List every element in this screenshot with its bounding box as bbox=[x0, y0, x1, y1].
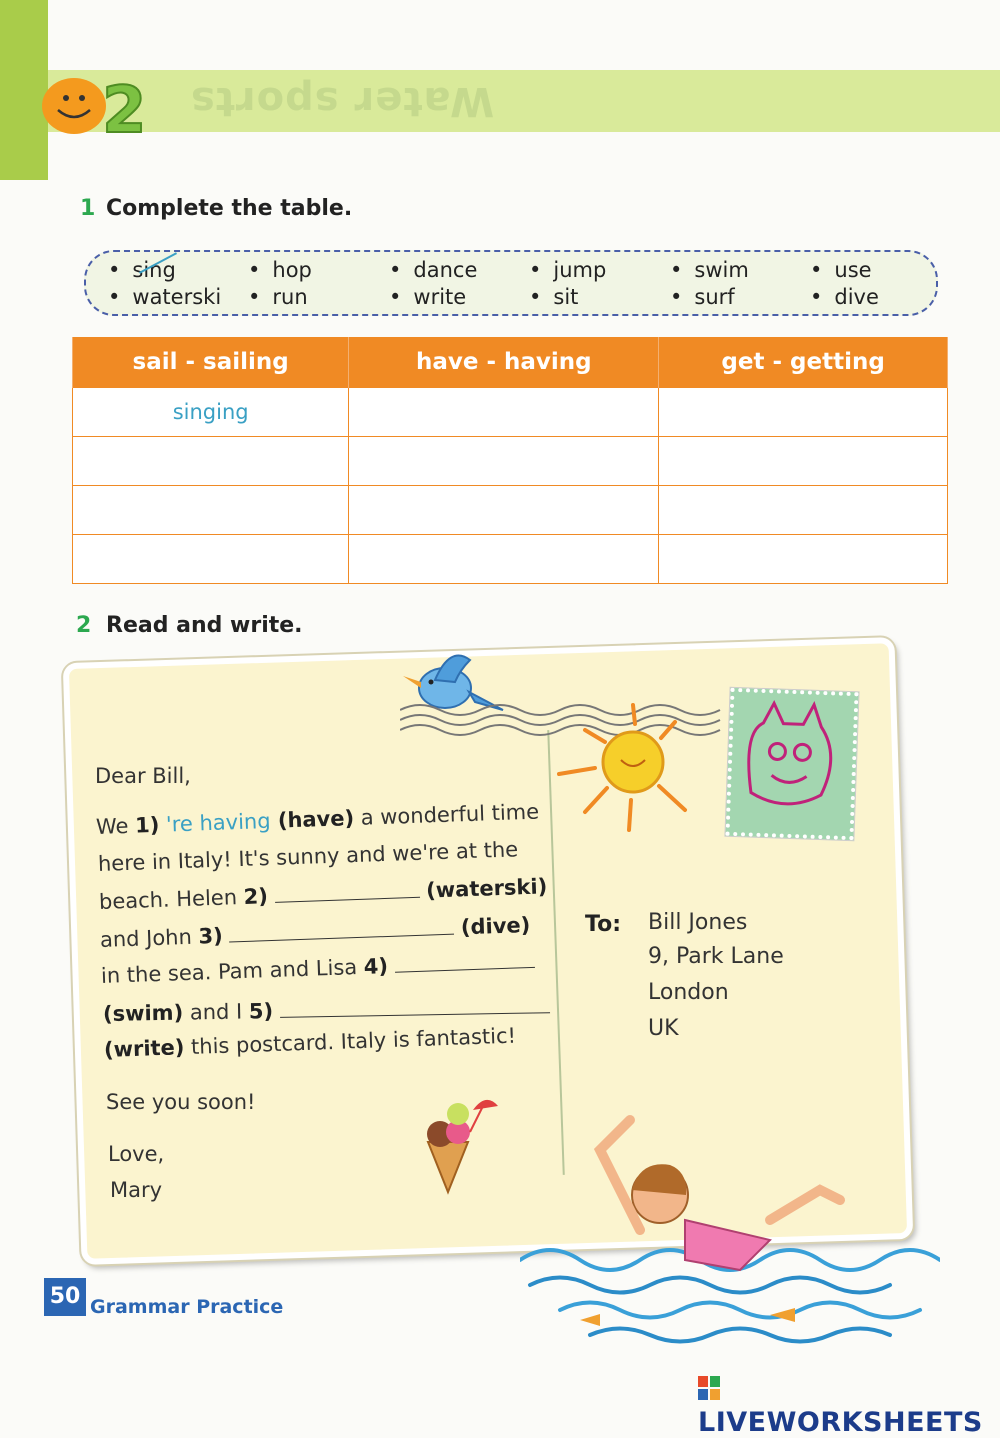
unit-badge bbox=[40, 70, 150, 140]
answer-cell: singing bbox=[73, 388, 349, 437]
unit-title: Water sports bbox=[190, 78, 495, 124]
gap-number: 3) bbox=[198, 923, 224, 949]
verb-prompt: (swim) bbox=[102, 1000, 184, 1026]
verb-prompt: (write) bbox=[103, 1035, 185, 1062]
cat-stamp-icon bbox=[730, 692, 847, 828]
text-segment: a wonderful time bbox=[353, 799, 540, 830]
liveworksheets-watermark bbox=[698, 1376, 1000, 1438]
gap-number: 1) bbox=[134, 812, 160, 838]
answer-input-cell[interactable] bbox=[349, 535, 659, 584]
word-item: • run bbox=[248, 285, 308, 309]
address-country: UK bbox=[648, 1016, 679, 1041]
address-city: London bbox=[648, 980, 729, 1005]
book-title: Grammar Practice bbox=[90, 1296, 284, 1318]
answer-blank-2[interactable] bbox=[274, 881, 420, 903]
text-segment: in the sea. Pam and Lisa bbox=[100, 954, 365, 988]
table-row bbox=[73, 388, 948, 437]
answer-input-cell[interactable] bbox=[349, 486, 659, 535]
word-item: • dive bbox=[810, 285, 879, 309]
table-header: sail - sailing bbox=[73, 337, 349, 388]
verb-prompt: (have) bbox=[270, 805, 355, 833]
answer-input-cell[interactable] bbox=[73, 535, 349, 584]
word-item: • sing bbox=[108, 258, 176, 282]
answer-input-cell[interactable] bbox=[349, 437, 659, 486]
watermark-text: LIVEWORKSHEETS bbox=[698, 1407, 983, 1438]
letter-line-2: here in Italy! It's sunny and we're at the bbox=[97, 837, 519, 876]
table-row bbox=[73, 535, 948, 584]
sun-icon bbox=[555, 700, 705, 840]
gap-number: 4) bbox=[363, 953, 389, 979]
word-item: • waterski bbox=[108, 285, 221, 309]
text-segment: We bbox=[95, 813, 136, 839]
letter-love: Love, bbox=[108, 1142, 165, 1166]
table-row bbox=[73, 486, 948, 535]
unit-number: 2 bbox=[102, 74, 147, 140]
answer-input-cell[interactable] bbox=[659, 486, 948, 535]
text-segment: and John bbox=[99, 924, 199, 952]
word-item: • hop bbox=[248, 258, 312, 282]
answer-input-cell[interactable] bbox=[659, 437, 948, 486]
table-header: have - having bbox=[349, 337, 659, 388]
liveworksheets-logo-icon bbox=[698, 1376, 722, 1407]
word-item: • swim bbox=[670, 258, 749, 282]
word-item: • write bbox=[389, 285, 466, 309]
exercise-2-instruction: Read and write. bbox=[106, 613, 303, 638]
word-item: • surf bbox=[670, 285, 735, 309]
answer-input-cell[interactable] bbox=[659, 535, 948, 584]
address-name: Bill Jones bbox=[648, 910, 748, 935]
exercise-1-instruction: Complete the table. bbox=[106, 196, 353, 221]
word-box bbox=[84, 250, 938, 316]
smiley-face-icon bbox=[42, 78, 106, 134]
answer-blank-5[interactable] bbox=[280, 996, 550, 1018]
verb-table bbox=[72, 337, 948, 584]
word-item: • sit bbox=[529, 285, 578, 309]
word-item: • use bbox=[810, 258, 872, 282]
letter-greeting: Dear Bill, bbox=[95, 764, 191, 788]
table-header: get - getting bbox=[659, 337, 948, 388]
answer-input-cell[interactable] bbox=[73, 437, 349, 486]
address-street: 9, Park Lane bbox=[648, 944, 784, 969]
exercise-1-number: 1 bbox=[80, 196, 96, 221]
ice-cream-icon bbox=[418, 1092, 503, 1202]
table-row bbox=[73, 437, 948, 486]
answer-blank-4[interactable] bbox=[394, 951, 535, 973]
word-item: • dance bbox=[389, 258, 477, 282]
answer-input-cell[interactable] bbox=[659, 388, 948, 437]
example-answer: 're having bbox=[158, 808, 271, 837]
address-label: To: bbox=[585, 912, 621, 937]
page-number: 50 bbox=[44, 1278, 86, 1316]
answer-input-cell[interactable] bbox=[349, 388, 659, 437]
gap-number: 5) bbox=[248, 999, 274, 1024]
text-segment: this postcard. Italy is fantastic! bbox=[183, 1023, 517, 1060]
word-item: • jump bbox=[529, 258, 606, 282]
exercise-2-number: 2 bbox=[76, 613, 92, 638]
verb-prompt: (dive) bbox=[460, 912, 531, 940]
gap-number: 2) bbox=[243, 884, 269, 909]
answer-input-cell[interactable] bbox=[73, 486, 349, 535]
letter-signature: Mary bbox=[110, 1178, 163, 1202]
answer-blank-3[interactable] bbox=[229, 918, 454, 943]
letter-closing: See you soon! bbox=[106, 1090, 256, 1114]
postage-stamp bbox=[725, 688, 858, 840]
text-segment: and I bbox=[182, 999, 250, 1025]
swimming-girl-illustration bbox=[520, 1110, 940, 1360]
text-segment: beach. Helen bbox=[98, 884, 245, 914]
verb-prompt: (waterski) bbox=[425, 874, 548, 903]
